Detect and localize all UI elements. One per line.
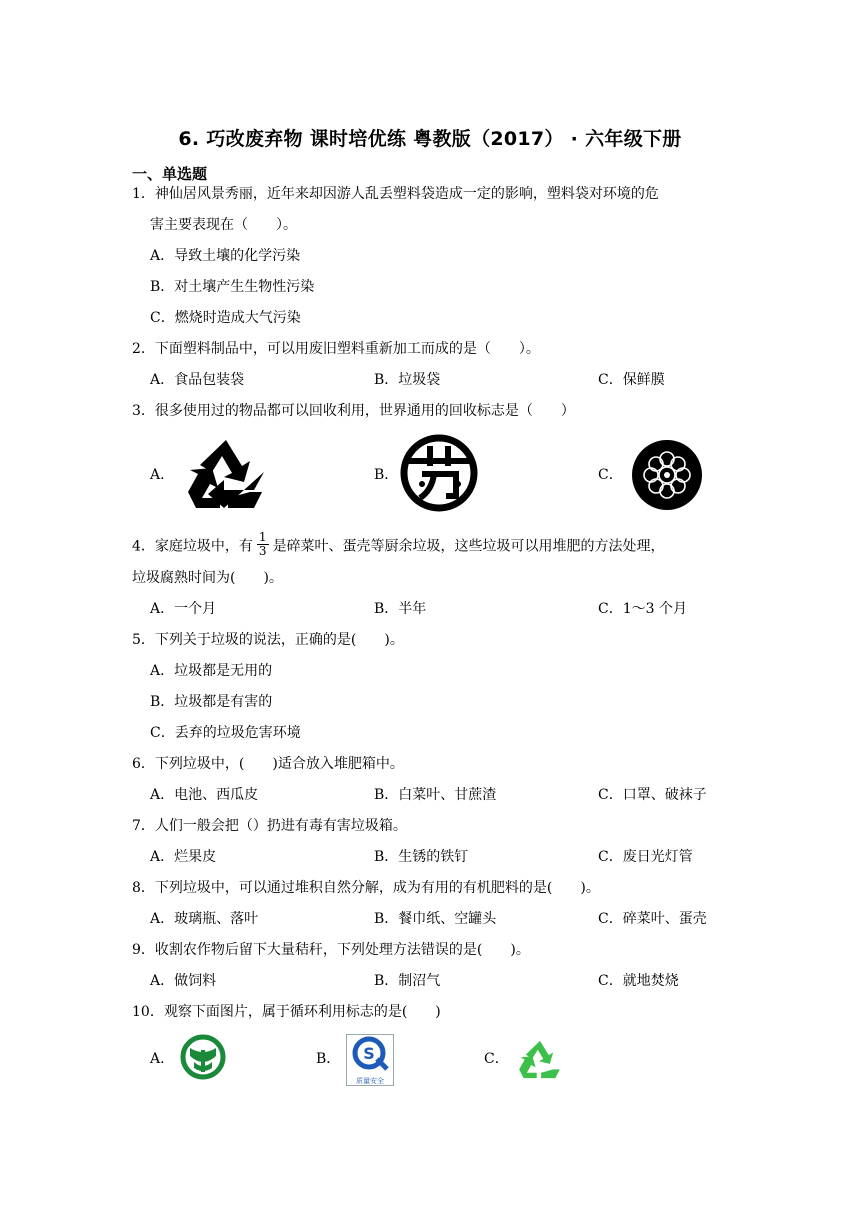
q10-option-a[interactable]: A． (150, 1051, 175, 1067)
q1-option-a[interactable]: A．导致土壤的化学污染 (150, 248, 301, 264)
q10-option-b[interactable]: B． (316, 1051, 341, 1067)
fraction-one-third (257, 531, 269, 558)
q7-option-a[interactable]: A．烂果皮 (150, 849, 217, 865)
q5-option-b[interactable]: B．垃圾都是有害的 (150, 694, 273, 710)
q2-option-c[interactable]: C．保鲜膜 (598, 372, 665, 388)
question-7: 7．人们一般会把（）扔进有毒有害垃圾箱。 (132, 818, 407, 834)
q4-option-c[interactable]: C．1～3 个月 (598, 601, 687, 617)
q6-option-a[interactable]: A．电池、西瓜皮 (150, 787, 259, 803)
q7-option-b[interactable]: B．生锈的铁钉 (374, 849, 469, 865)
circle-mark-black-icon[interactable] (400, 434, 478, 512)
green-food-logo-icon[interactable] (180, 1034, 226, 1080)
q5-option-a[interactable]: A．垃圾都是无用的 (150, 663, 273, 679)
q6-option-b[interactable]: B．白菜叶、甘蔗渣 (374, 787, 497, 803)
q4-option-b[interactable]: B．半年 (374, 601, 427, 617)
fraction-numerator: 1 (258, 530, 267, 544)
quality-safety-logo-icon[interactable] (346, 1034, 394, 1086)
q7-option-c[interactable]: C．废日光灯管 (598, 849, 693, 865)
page-title: 6. 巧改废弃物 课时培优练 粤教版（2017） · 六年级下册 (178, 128, 682, 150)
question-10: 10．观察下面图片，属于循环利用标志的是( ) (132, 1004, 441, 1020)
recycle-symbol-black-icon[interactable] (184, 436, 268, 510)
flower-seal-black-icon[interactable] (630, 438, 704, 512)
recycle-symbol-green-icon[interactable] (517, 1038, 563, 1080)
q10-option-c[interactable]: C． (484, 1051, 509, 1067)
question-4-line-2: 垃圾腐熟时间为( )。 (132, 570, 283, 586)
question-3: 3．很多使用过的物品都可以回收利用，世界通用的回收标志是（ ） (132, 403, 575, 419)
q1-option-b[interactable]: B．对土壤产生生物性污染 (150, 279, 315, 295)
question-8: 8．下列垃圾中，可以通过堆积自然分解，成为有用的有机肥料的是( )。 (132, 880, 600, 896)
question-1-line-2: 害主要表现在（ ）。 (150, 217, 297, 233)
q9-option-a[interactable]: A．做饲料 (150, 973, 217, 989)
question-1-line-1: 1．神仙居风景秀丽，近年来却因游人乱丢塑料袋造成一定的影响，塑料袋对环境的危 (132, 186, 659, 202)
qs-caption: 质量安全 (356, 1077, 384, 1085)
section-heading: 一、单选题 (132, 165, 208, 183)
q8-option-b[interactable]: B．餐巾纸、空罐头 (374, 911, 497, 927)
q8-option-c[interactable]: C．碎菜叶、蛋壳 (598, 911, 707, 927)
question-5: 5．下列关于垃圾的说法，正确的是( )。 (132, 632, 404, 648)
question-6: 6．下列垃圾中，( )适合放入堆肥箱中。 (132, 756, 404, 772)
question-4-line-1 (132, 530, 665, 560)
q1-option-c[interactable]: C．燃烧时造成大气污染 (150, 310, 301, 326)
q6-option-c[interactable]: C．口罩、破袜子 (598, 787, 707, 803)
q2-option-a[interactable]: A．食品包装袋 (150, 372, 245, 388)
q2-option-b[interactable]: B．垃圾袋 (374, 372, 441, 388)
q5-option-c[interactable]: C．丢弃的垃圾危害环境 (150, 725, 301, 741)
q4-option-a[interactable]: A．一个月 (150, 601, 217, 617)
question-2: 2．下面塑料制品中，可以用废旧塑料重新加工而成的是（ ）。 (132, 341, 540, 357)
q3-option-b[interactable]: B． (374, 467, 399, 483)
svg-text:S: S (363, 1044, 375, 1063)
q9-option-c[interactable]: C．就地焚烧 (598, 973, 679, 989)
q3-option-a[interactable]: A． (150, 467, 175, 483)
question-4-text-post: 是碎菜叶、蛋壳等厨余垃圾，这些垃圾可以用堆肥的方法处理， (272, 538, 665, 555)
question-4-text-pre: 4．家庭垃圾中，有 (132, 538, 253, 555)
q3-option-c[interactable]: C． (598, 467, 623, 483)
q9-option-b[interactable]: B．制沼气 (374, 973, 441, 989)
qs-mark-icon (347, 1035, 393, 1073)
q8-option-a[interactable]: A．玻璃瓶、落叶 (150, 911, 259, 927)
question-9: 9．收割农作物后留下大量秸秆，下列处理方法错误的是( )。 (132, 942, 530, 958)
fraction-denominator: 3 (258, 544, 267, 558)
